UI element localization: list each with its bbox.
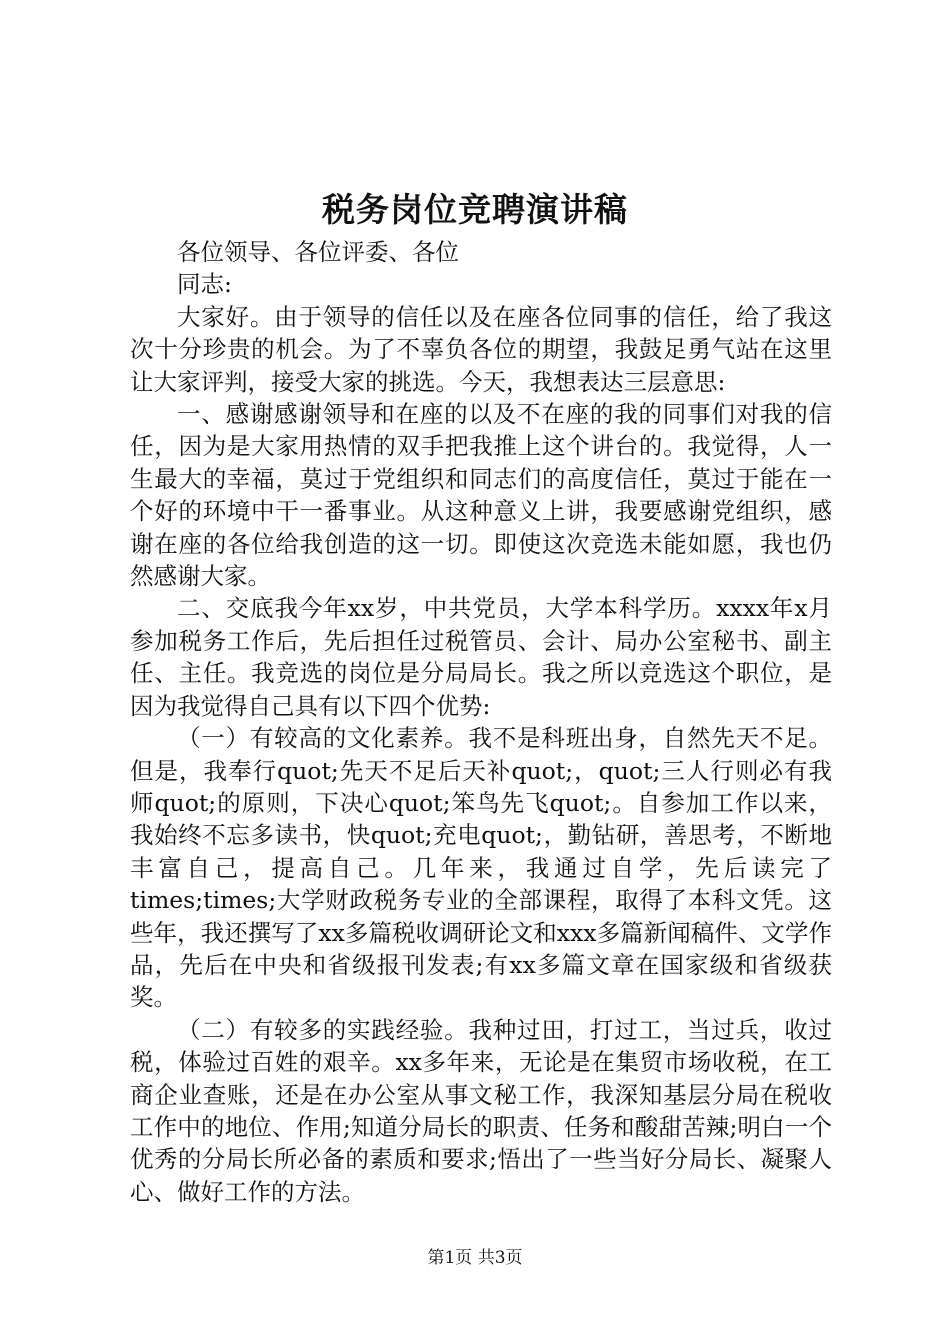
salutation-line-1: 各位领导、各位评委、各位 [177,238,459,266]
document-body [130,236,832,1208]
paragraph-background: 二、交底我今年xx岁，中共党员，大学本科学历。xxxx年x月参加税务工作后，先后担任过税管员、会计、局办公室秘书、副主任、主任。我竞选的岗位是分局局长。我之所以竞选这个职位，是因为我觉得自己具有以下四个优势: [130,594,832,720]
paragraph-thanks: 一、感谢感谢领导和在座的以及不在座的我的同事们对我的信任，因为是大家用热情的双手把我推上这个讲台的。我觉得，人一生最大的幸福，莫过于党组织和同志们的高度信任，莫过于能在一个好的环境中干一番事业。从这种意义上讲，我要感谢党组织，感谢在座的各位给我创造的这一切。即使这次竞选未能如愿，我也仍然感谢大家。 [130,400,832,591]
page-number-footer: 第1页 共3页 [427,1248,523,1268]
paragraph-experience: （二）有较多的实践经验。我种过田，打过工，当过兵，收过税，体验过百姓的艰辛。xx多年来，无论是在集贸市场收税，在工商企业查账，还是在办公室从事文秘工作，我深知基层分局在税收工作中的地位、作用;知道分局长的职责、任务和酸甜苦辣;明白一个优秀的分局长所必备的素质和要求;悟出了一些当好分局长、凝聚人心、做好工作的方法。 [130,1015,832,1206]
document-title: 税务岗位竞聘演讲稿 [322,190,628,229]
paragraph-culture: （一）有较高的文化素养。我不是科班出身，自然先天不足。但是，我奉行quot;先天不足后天补quot;，quot;三人行则必有我师quot;的原则，下决心quot;笨鸟先飞quot;。自参加工作以来，我始终不忘多读书，快quot;充电quot;，勤钻研，善思考，不断地丰富自己，提高自己。几年来，我通过自学，先后读完了times;times;大学财政税务专业的全部课程，取得了本科文凭。这些年，我还撰写了xx多篇税收调研论文和xxx多篇新闻稿件、文学作品，先后在中央和省级报刊发表;有xx多篇文章在国家级和省级获奖。 [130,724,832,1012]
paragraph-greeting: 大家好。由于领导的信任以及在座各位同事的信任，给了我这次十分珍贵的机会。为了不辜负各位的期望，我鼓足勇气站在这里让大家评判，接受大家的挑选。今天，我想表达三层意思: [130,302,832,396]
salutation-line-2: 同志: [177,270,232,299]
